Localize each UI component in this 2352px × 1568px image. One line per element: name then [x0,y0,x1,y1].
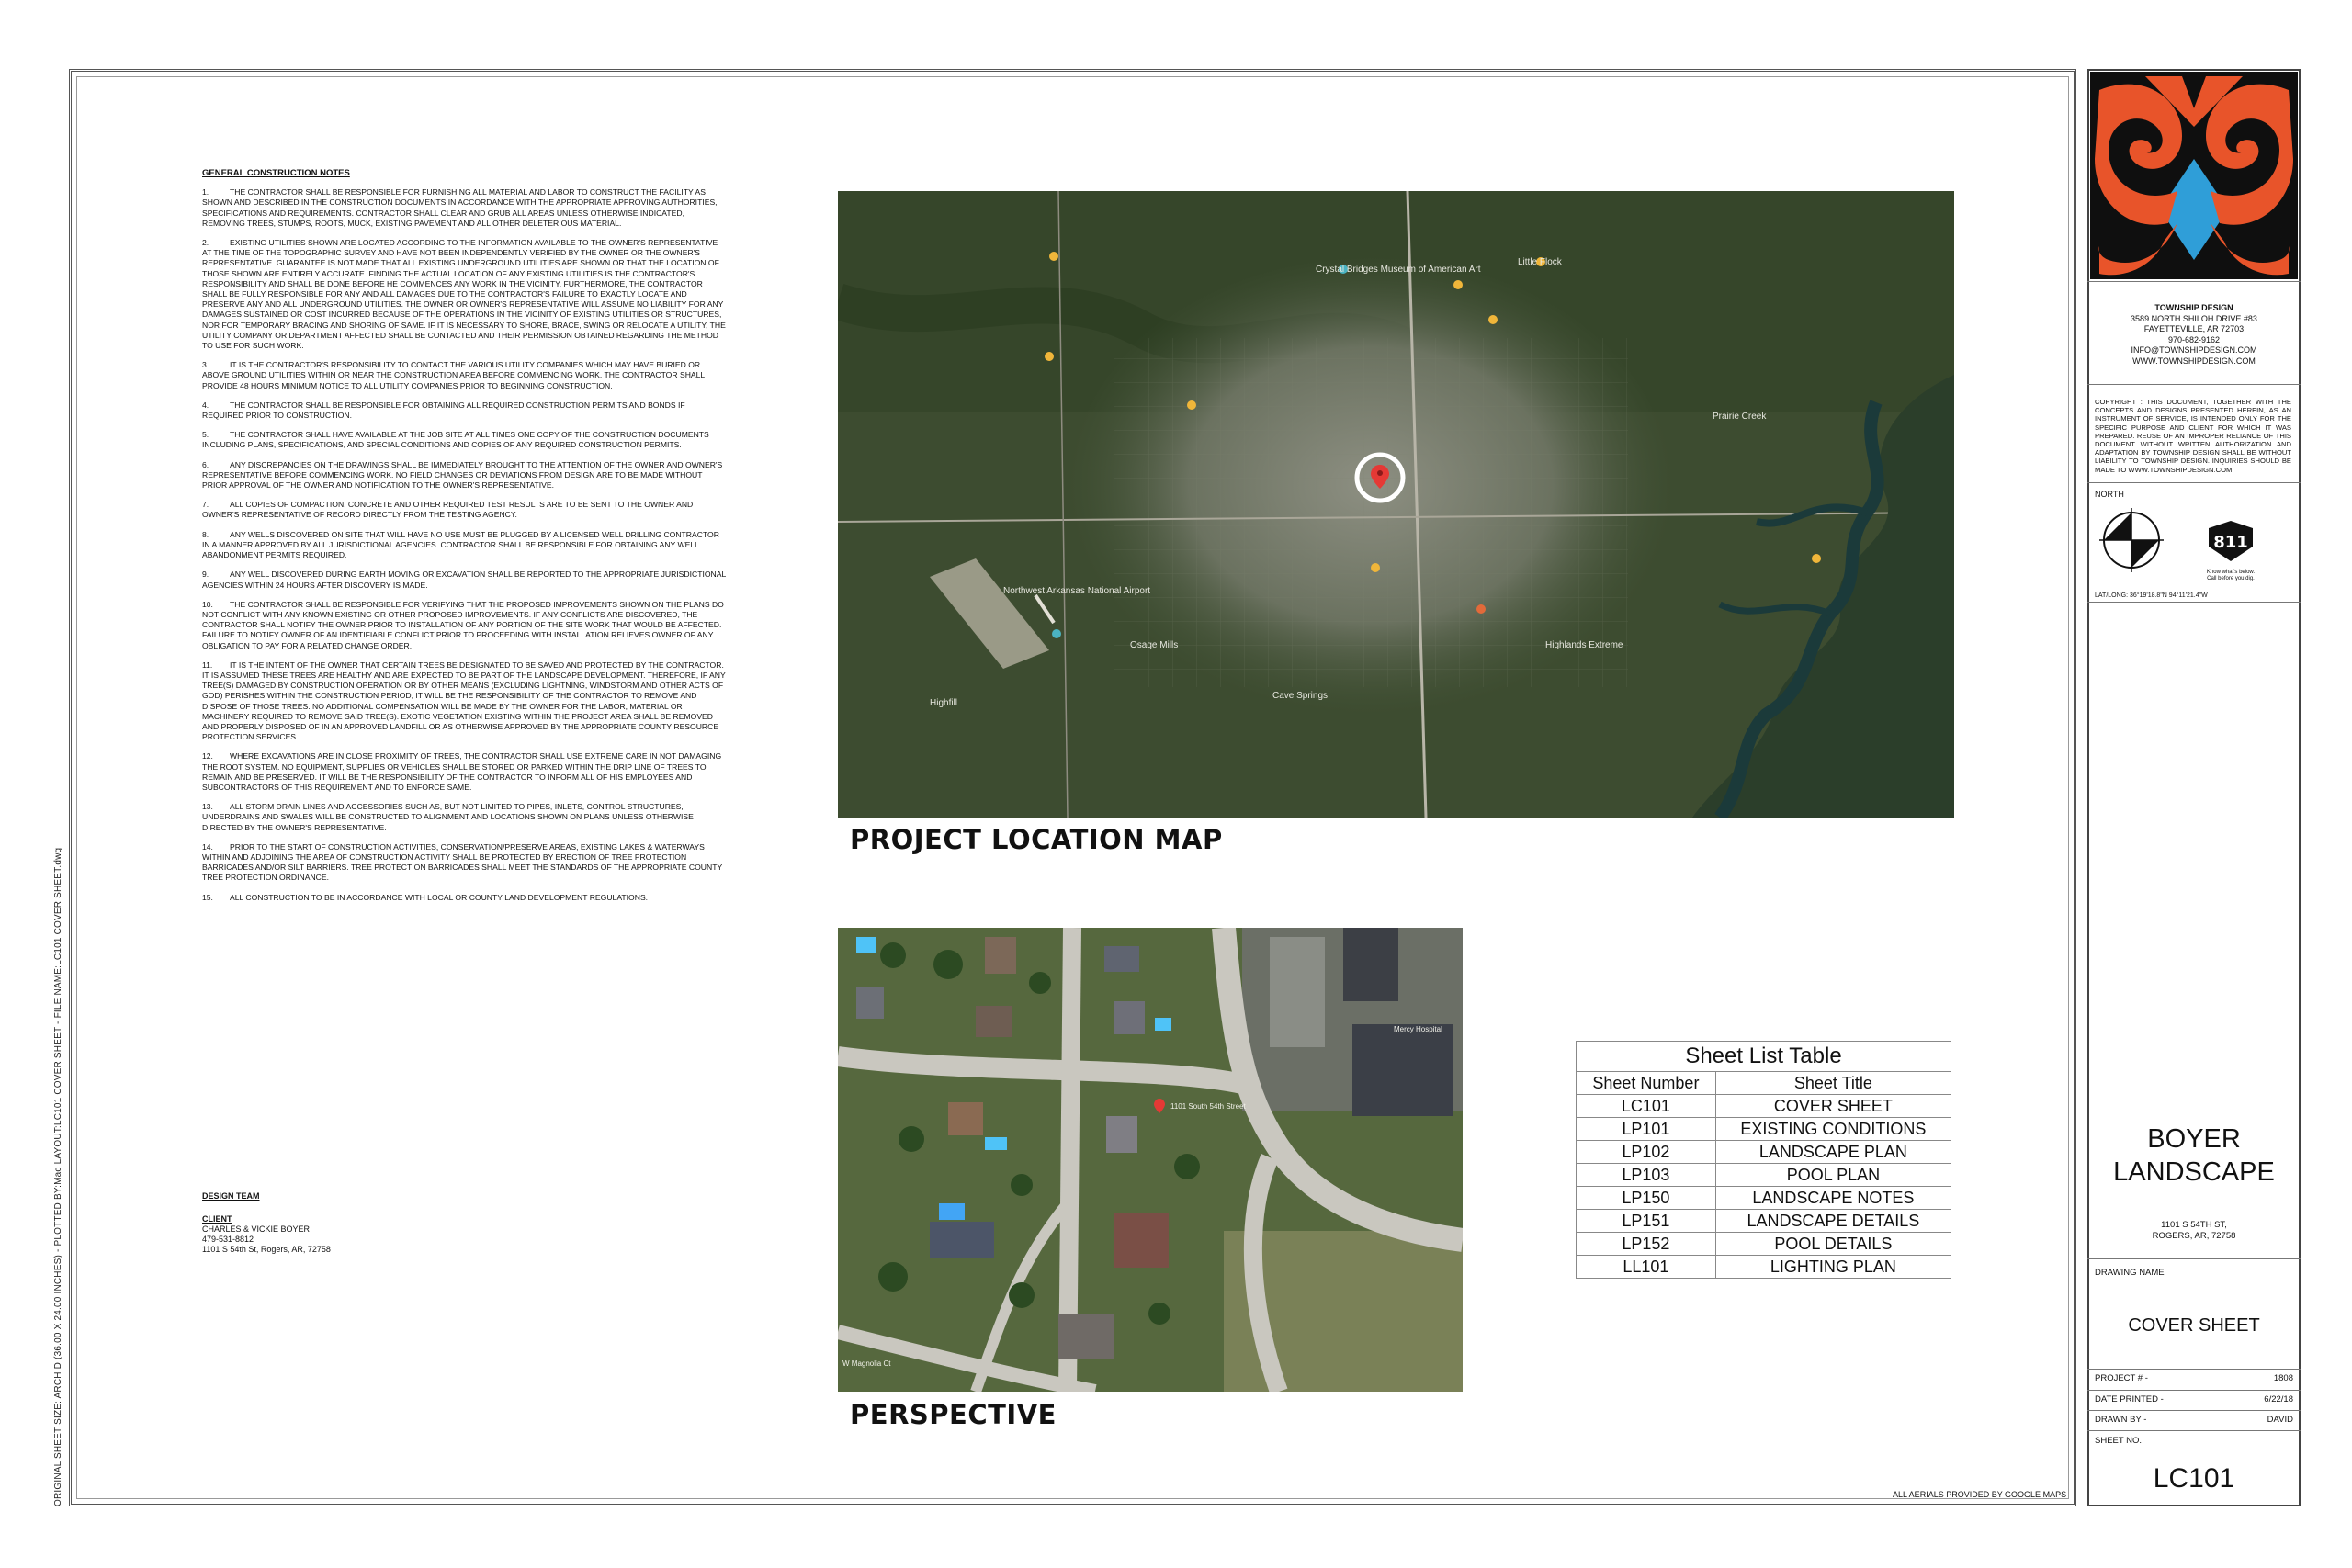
persp-label-mercy: Mercy Hospital [1394,1025,1442,1033]
project-name [2090,1122,2298,1189]
design-team [202,1191,331,1255]
table-row [1577,1233,1951,1256]
sheet-title-cell: LANDSCAPE PLAN [1715,1141,1951,1164]
sheet-table-body [1577,1095,1951,1279]
tb-divider [2087,1390,2301,1391]
perspective-map [838,928,1463,1392]
sheet-title-cell: LANDSCAPE DETAILS [1715,1210,1951,1233]
construction-note [202,530,726,561]
firm-name: TOWNSHIP DESIGN [2154,303,2233,312]
sheet-number-cell: LP150 [1577,1187,1716,1210]
firm-info [2090,303,2298,367]
north-arrow-icon [2099,508,2164,572]
lat-long: LAT/LONG: 36°19'18.8"N 94°11'21.4"W [2095,592,2208,599]
perspective-aerial-image [838,928,1463,1392]
note-number: 3. [202,360,209,370]
drawn-by-row [2095,1415,2293,1425]
notes-list [202,187,726,903]
sheet-number-cell: LP152 [1577,1233,1716,1256]
construction-note [202,187,726,229]
aerial-credit: ALL AERIALS PROVIDED BY GOOGLE MAPS [1893,1490,2067,1499]
persp-label-magnolia: W Magnolia Ct [842,1359,891,1368]
tb-divider [2087,1430,2301,1431]
note-number: 1. [202,187,209,197]
client-address: 1101 S 54th St, Rogers, AR, 72758 [202,1245,331,1254]
tb-divider [2087,384,2301,385]
project-address [2090,1220,2298,1242]
note-text: ALL STORM DRAIN LINES AND ACCESSORIES SUCH AS, BUT NOT LIMITED TO PIPES, INLETS, CONTROL STRUCTURES, UNDERDRAINS AND SWALES WILL BE CONSTRUCTED TO ALIGNMENT AND LOCATIONS SHOWN ON PLANS UNLESS OTHERWISE DIRECTED BY THE OWNER'S REPRESENTATIVE. [202,802,694,832]
construction-note [202,842,726,884]
date-printed-label: DATE PRINTED - [2095,1394,2164,1404]
project-location-map [838,191,1954,818]
sheet-number-cell: LP103 [1577,1164,1716,1187]
note-number: 15. [202,892,213,902]
note-number: 5. [202,430,209,440]
sheet-table-caption: Sheet List Table [1576,1041,1951,1071]
table-row [1577,1210,1951,1233]
811-number: 811 [2213,533,2248,552]
client-label: CLIENT [202,1214,232,1224]
map-label-prairie-creek: Prairie Creek [1713,412,1767,422]
construction-note [202,893,726,903]
design-team-title: DESIGN TEAM [202,1191,260,1201]
construction-note [202,802,726,833]
construction-note [202,500,726,520]
perspective-title: PERSPECTIVE [850,1399,1057,1430]
map-label-little-flock: Little Flock [1518,257,1562,267]
tb-divider [2087,482,2301,483]
sheet-number-label: SHEET NO. [2095,1436,2143,1446]
note-text: ANY WELL DISCOVERED DURING EARTH MOVING OR EXCAVATION SHALL BE REPORTED TO THE APPROPRIATE JURISDICTIONAL AGENCIES WITHIN 24 HOURS AFTER DISCOVERY IS MADE. [202,570,726,590]
sheet-title-cell: COVER SHEET [1715,1095,1951,1118]
drawing-name-label: DRAWING NAME [2095,1268,2165,1278]
project-address-line2: ROGERS, AR, 72758 [2152,1231,2236,1241]
sheet-number-cell: LC101 [1577,1095,1716,1118]
north-label: NORTH [2095,490,2124,499]
project-number-label: PROJECT # - [2095,1373,2148,1383]
map-label-airport: Northwest Arkansas National Airport [1003,586,1151,596]
persp-pin-label: 1101 South 54th Street [1170,1102,1246,1111]
note-text: ALL CONSTRUCTION TO BE IN ACCORDANCE WITH LOCAL OR COUNTY LAND DEVELOPMENT REGULATIONS. [230,892,649,902]
note-number: 9. [202,570,209,580]
location-map-title: PROJECT LOCATION MAP [850,824,1223,855]
construction-note [202,238,726,351]
map-label-highfill: Highfill [930,698,958,708]
sheet-number-cell: LL101 [1577,1256,1716,1279]
date-printed-row [2095,1394,2293,1404]
tb-divider [2087,602,2301,603]
note-number: 8. [202,529,209,539]
sheet-title-cell: LIGHTING PLAN [1715,1256,1951,1279]
sheet-title-cell: EXISTING CONDITIONS [1715,1118,1951,1141]
construction-note [202,660,726,743]
tb-divider [2087,1258,2301,1259]
drawing-name: COVER SHEET [2128,1315,2260,1336]
map-label-osage-mills: Osage Mills [1130,640,1179,650]
811-text: Know what's below. Call before you dig. [2206,570,2256,581]
drawn-by: DAVID [2267,1415,2293,1425]
township-design-logo [2090,72,2298,279]
tb-divider [2087,281,2301,282]
project-number: 1808 [2273,1373,2293,1383]
construction-note [202,570,726,590]
sheet-title-cell: POOL PLAN [1715,1164,1951,1187]
table-row [1577,1256,1951,1279]
note-text: ANY WELLS DISCOVERED ON SITE THAT WILL HAVE NO USE MUST BE PLUGGED BY A LICENSED WELL DRILLING CONTRACTOR IN A MANNER APPROVED BY ALL JURISDICTIONAL AGENCIES. CONTRACTOR SHALL BE RESPONSIBLE FOR OBTAINING ANY WELL ABANDONMENT PERMITS REQUIRED. [202,529,719,560]
date-printed: 6/22/18 [2264,1394,2293,1404]
table-row [1577,1164,1951,1187]
project-number-row [2095,1373,2293,1383]
note-text: IT IS THE INTENT OF THE OWNER THAT CERTAIN TREES BE DESIGNATED TO BE SAVED AND PROTECTED BY THE CONTRACTOR. IT IS ASSUMED THESE TREES ARE HEALTHY AND ARE EXPECTED TO BE PART OF THE LANDSCAPE DEVELOPMENT. THEREFORE, IF ANY TREE(S) DAMAGED BY CONSTRUCTION OPERATION OR BY OTHER MEANS (EXCLUDING LIGHTNING, WINDSTORM AND OTHER ACTS OF GOD) PERISHES WITHIN THE CONSTRUCTION PERIOD, IT WILL BE THE RESPONSIBILITY OF THE CONTRACTOR TO REMOVE AND DISPOSE OF THOSE TREES. NO ADDITIONAL COMPENSATION WILL BE MADE BY THE OWNER FOR THE LABOR, MATERIAL OR MACHINERY REQUIRED TO REMOVE SAID TREE(S). EXOTIC VEGETATION EXISTING WITHIN THE PROJECT AREA SHALL BE REMOVED AND PROPERLY DISPOSED OF IN AN APPROVED LANDFILL OR AS OTHERWISE APPROVED BY THE APPROPRIATE COUNTY RESOURCE PROTECTION SERVICES. [202,660,726,742]
note-text: THE CONTRACTOR SHALL BE RESPONSIBLE FOR VERIFYING THAT THE PROPOSED IMPROVEMENTS SHOWN ON THE PLANS DO NOT CONFLICT WITH ANY KNOWN EXISTING OR OTHER PROPOSED IMPROVEMENTS. IF ANY CONFLICTS ARE DISCOVERED, THE CONTRACTOR SHALL NOTIFY THE OWNER PRIOR TO INSTALLATION OF ANY PORTION OF THE SITE WORK THAT WOULD BE AFFECTED. FAILURE TO NOTIFY OWNER OF AN IDENTIFIABLE CONFLICT PRIOR TO PROCEEDING WITH INSTALLATION RELIEVES OWNER OF ANY OBLIGATION TO PAY FOR A RELATED CHANGE ORDER. [202,599,724,650]
table-row [1577,1141,1951,1164]
note-text: EXISTING UTILITIES SHOWN ARE LOCATED ACCORDING TO THE INFORMATION AVAILABLE TO THE OWNER'S REPRESENTATIVE AT THE TIME OF THE TOPOGRAPHIC SURVEY AND HAVE NOT BEEN INDEPENDENTLY VERIFIED BY THE OWNER OR THE OWNER'S REPRESENTATIVE. GUARANTEE IS NOT MADE THAT ALL EXISTING UNDERGROUND UTILITIES ARE SHOWN OR THAT THE LOCATION OF THOSE SHOWN ARE ENTIRELY ACCURATE. FINDING THE ACTUAL LOCATION OF ANY EXISTING UTILITIES IS THE CONTRACTOR'S RESPONSIBILITY AND SHALL BE DONE BEFORE HE COMMENCES ANY WORK IN THE VICINITY. FURTHERMORE, THE CONTRACTOR SHALL BE FULLY RESPONSIBLE FOR ANY AND ALL DAMAGES DUE TO THE CONTRACTOR'S FAILURE TO EXACTLY LOCATE AND PRESERVE ANY AND ALL UNDERGROUND UTILITIES. THE OWNER OR OWNER'S REPRESENTATIVE WILL ASSUME NO LIABILITY FOR ANY DAMAGES SUSTAINED OR COST INCURRED BECAUSE OF THE OPERATIONS IN THE VICINITY OF EXISTING UTILITIES OR STRUCTURES, NOR FOR TEMPORARY BRACING AND SHORING OF SAME. IF IT IS NECESSARY TO SHORE, BRACE, SWING OR RELOCATE A UTILITY, THE UTILITY COMPANY OR DEPARTMENT AFFECTED SHALL BE CONTACTED AND THEIR PERMISSION OBTAINED REGARDING THE METHOD TO USE FOR SUCH WORK. [202,238,726,351]
project-name-line1: BOYER [2147,1124,2241,1154]
note-text: ANY DISCREPANCIES ON THE DRAWINGS SHALL BE IMMEDIATELY BROUGHT TO THE ATTENTION OF THE OWNER AND OWNER'S REPRESENTATIVE BEFORE COMMENCING WORK. NO FIELD CHANGES OR DEVIATIONS FROM DESIGN ARE TO BE MADE WITHOUT PRIOR APPROVAL OF THE OWNER AND NOTIFICATION TO THE OWNER'S REPRESENTATIVE. [202,459,723,491]
firm-address: 3589 NORTH SHILOH DRIVE #83 [2131,313,2257,323]
sheet-number-cell: LP151 [1577,1210,1716,1233]
note-number: 14. [202,841,213,852]
title-block [2087,69,2301,1506]
copyright-notice: COPYRIGHT : THIS DOCUMENT, TOGETHER WITH THE CONCEPTS AND DESIGNS PRESENTED HEREIN, AS AN INSTRUMENT OF SERVICE, IS INTENDED ONLY FOR THE SPECIFIC PURPOSE AND CLIENT FOR WHICH IT WAS PREPARED. REUSE OF AN IMPROPER RELIANCE OF THIS DOCUMENT WITHOUT WRITTEN AUTHORIZATION AND ADAPTATION BY TOWNSHIP DESIGN SHALL BE WITHOUT LIABILITY TO TOWNSHIP DESIGN. INQUIRIES SHOULD BE MADE TO WWW.TOWNSHIPDESIGN.COM [2095,398,2291,474]
firm-phone: 970-682-9162 [2167,334,2221,344]
call-811-badge [2203,519,2258,582]
firm-city: FAYETTEVILLE, AR 72703 [2143,324,2245,333]
note-text: WHERE EXCAVATIONS ARE IN CLOSE PROXIMITY OF TREES, THE CONTRACTOR SHALL USE EXTREME CARE IN NOT DAMAGING THE ROOT SYSTEM. NO EQUIPMENT, SUPPLIES OR VEHICLES SHALL BE STORED OR PARKED WITHIN THE DRIP LINE OF TREES TO REMAIN AND BE PRESERVED. IT WILL BE THE RESPONSIBILITY OF THE CONTRACTOR TO INFORM ALL OF HIS EMPLOYEES AND SUBCONTRACTORS OF THIS REQUIREMENT AND TO ENFORCE SAME. [202,751,722,792]
note-number: 7. [202,500,209,510]
note-text: IT IS THE CONTRACTOR'S RESPONSIBILITY TO CONTACT THE VARIOUS UTILITY COMPANIES WHICH MAY HAVE BURIED OR ABOVE GROUND UTILITIES WITHIN OR NEAR THE CONSTRUCTION AREA BEFORE COMMENCING WORK. THE CONTRACTOR SHALL PROVIDE 48 HOURS MINIMUM NOTICE TO ALL UTILITY COMPANIES PRIOR TO BEGINNING CONSTRUCTION. [202,360,705,390]
firm-website: WWW.TOWNSHIPDESIGN.COM [2132,355,2256,366]
note-number: 13. [202,802,213,812]
construction-note [202,600,726,651]
tb-divider [2087,1410,2301,1411]
sheet-number: LC101 [2153,1463,2235,1494]
sheet-title-cell: POOL DETAILS [1715,1233,1951,1256]
note-text: PRIOR TO THE START OF CONSTRUCTION ACTIVITIES, CONSERVATION/PRESERVE AREAS, EXISTING LAKES & WATERWAYS WITHIN AND ADJOINING THE AREA OF CONSTRUCTION ACTIVITY SHALL BE PROTECTED BY ERECTION OF TREE PROTECTION BARRICADES AND/OR SILT BARRIERS. TREE PROTECTION BARRICADES SHALL MEET THE STANDARDS OF THE APPROPRIATE COUNTY TREE PROTECTION ORDINANCE. [202,841,723,883]
firm-email: INFO@TOWNSHIPDESIGN.COM [2131,345,2257,355]
tb-divider [2087,1369,2301,1370]
note-text: ALL COPIES OF COMPACTION, CONCRETE AND OTHER REQUIRED TEST RESULTS ARE TO BE SENT TO THE OWNER AND OWNER'S REPRESENTATIVE OF RECORD DIRECTLY FROM THE TESTING AGENCY. [202,500,694,520]
construction-note [202,430,726,450]
client-phone: 479-531-8812 [202,1235,254,1244]
note-text: THE CONTRACTOR SHALL BE RESPONSIBLE FOR FURNISHING ALL MATERIAL AND LABOR TO CONSTRUCT THE FACILITY AS SHOWN AND DESCRIBED IN THE CONSTRUCTION DOCUMENTS IN ACCORDANCE WITH THE APPROPRIATE APPROVING AUTHORITIES, SPECIFICATIONS AND REQUIREMENTS. CONTRACTOR SHALL CLEAR AND GRUB ALL AREAS UNLESS OTHERWISE INDICATED, REMOVING TREES, STUMPS, ROOTS, MUCK, EXISTING PAVEMENT AND ALL OTHER DELETERIOUS MATERIAL. [202,187,718,228]
table-row [1577,1118,1951,1141]
client-name: CHARLES & VICKIE BOYER [202,1224,311,1234]
map-label-highlands-extreme: Highlands Extreme [1545,640,1623,650]
note-number: 10. [202,599,213,609]
construction-note [202,400,726,421]
sheet-number-cell: LP101 [1577,1118,1716,1141]
table-row [1577,1095,1951,1118]
notes-title: GENERAL CONSTRUCTION NOTES [202,168,350,178]
sheet-list-table [1576,1041,1951,1279]
construction-note [202,360,726,391]
table-row [1577,1187,1951,1210]
general-notes [202,168,726,912]
note-text: THE CONTRACTOR SHALL HAVE AVAILABLE AT THE JOB SITE AT ALL TIMES ONE COPY OF THE CONSTRUCTION DOCUMENTS INCLUDING PLANS, SPECIFICATIONS, AND SPECIAL CONDITIONS AND COPIES OF ANY REQUIRED CONSTRUCTION PERMITS. [202,430,709,450]
note-number: 2. [202,238,209,248]
note-number: 11. [202,660,213,670]
construction-note [202,460,726,491]
note-number: 12. [202,751,213,761]
note-number: 4. [202,400,209,410]
drawn-by-label: DRAWN BY - [2095,1415,2147,1425]
note-text: THE CONTRACTOR SHALL BE RESPONSIBLE FOR OBTAINING ALL REQUIRED CONSTRUCTION PERMITS AND BONDS IF REQUIRED PRIOR TO CONSTRUCTION. [202,400,685,421]
sheet-title-cell: LANDSCAPE NOTES [1715,1187,1951,1210]
plot-info-text: ORIGINAL SHEET SIZE: ARCH D (36.00 X 24.00 INCHES) - PLOTTED BY:Mac LAYOUT:LC101 COVER SHEET - FILE NAME:LC101 COVER SHEET.dwg [53,847,63,1506]
note-number: 6. [202,459,209,469]
sheet-number-header: Sheet Number [1577,1072,1716,1095]
location-aerial-image [838,191,1954,818]
project-address-line1: 1101 S 54TH ST, [2161,1220,2227,1230]
project-name-line2: LANDSCAPE [2113,1157,2275,1187]
map-label-cave-springs: Cave Springs [1272,691,1329,701]
sheet-title-header: Sheet Title [1715,1072,1951,1095]
map-label-crystal-bridges: Crystal Bridges Museum of American Art [1316,265,1481,275]
construction-note [202,751,726,793]
sheet-number-cell: LP102 [1577,1141,1716,1164]
